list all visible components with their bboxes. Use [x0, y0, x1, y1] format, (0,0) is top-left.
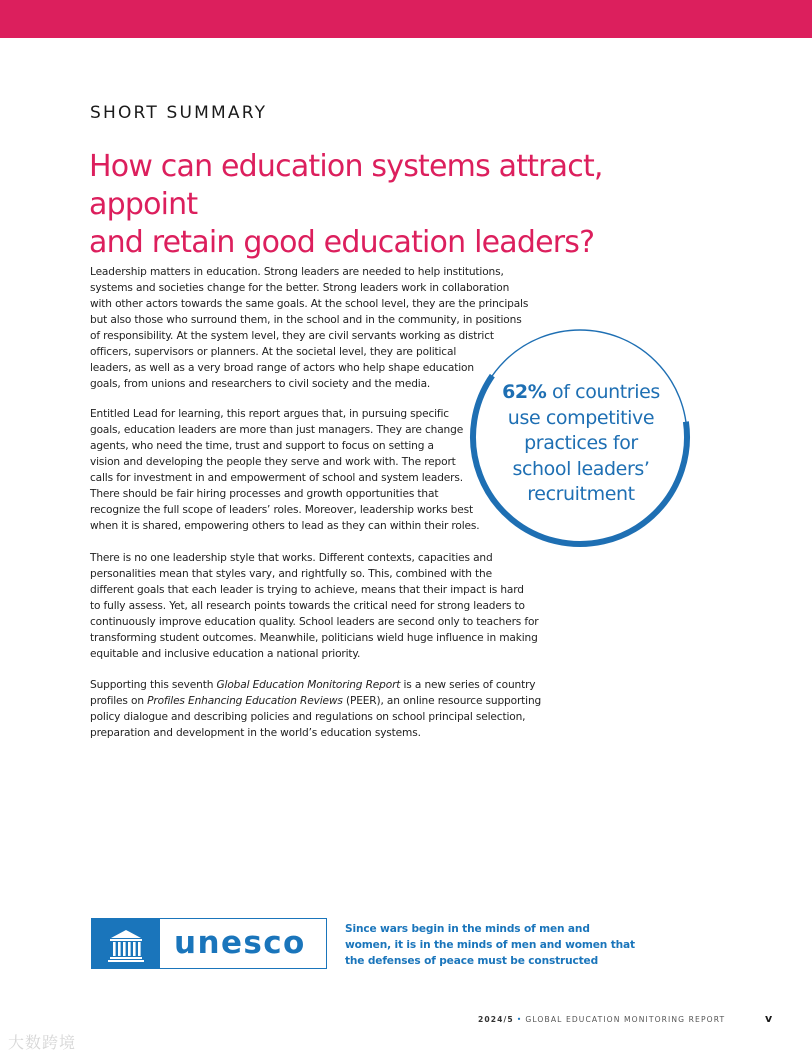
peer-title-italic: Profiles Enhancing Education Reviews	[147, 695, 343, 707]
text-line: goals, from unions and researchers to civil society and the media.	[90, 378, 431, 390]
paragraph-1	[90, 264, 528, 392]
temple-icon	[92, 919, 160, 968]
text-line: policy dialogue and describing policies and regulations on school principal selection,	[90, 711, 526, 723]
text-line: There should be fair hiring processes and growth opportunities that	[90, 488, 439, 500]
text-line: goals, education leaders are more than just managers. They are change	[90, 424, 464, 436]
text-line: vision and developing the people they serve and work with. The report	[90, 456, 456, 468]
motto-line: the defenses of peace must be constructed	[345, 955, 599, 967]
unesco-motto	[345, 921, 635, 969]
text-line: There is no one leadership style that works. Different contexts, capacities and	[90, 552, 493, 564]
callout-line: school leaders’	[512, 457, 650, 480]
text-line: with other actors towards the same goals. At the school level, they are the principals	[90, 298, 529, 310]
callout-line-1: 62% of countries	[502, 381, 660, 403]
unesco-logo	[91, 918, 327, 969]
text-line: recognize the full scope of leaders’ roles. Moreover, leadership works best	[90, 504, 473, 516]
text-line: of responsibility. At the system level, they are civil servants working as district	[90, 330, 494, 342]
paragraph-4	[90, 677, 541, 741]
top-accent-bar	[0, 0, 812, 38]
bullet-separator: •	[516, 1015, 523, 1024]
text-line: leaders, as well as a very broad range of actors who help shape education	[90, 362, 474, 374]
title-line-2: and retain good education leaders?	[89, 225, 595, 260]
text-line: Entitled Lead for learning, this report argues that, in pursuing specific	[90, 408, 449, 420]
text-line: officers, supervisors or planners. At the societal level, they are political	[90, 346, 457, 358]
callout-line: use competitive	[507, 406, 655, 429]
text-line: but also those who surround them, in the school and in the community, in positions	[90, 314, 522, 326]
title-line-1: How can education systems attract, appoint	[89, 149, 603, 222]
text-line: calls for investment in and empowerment of school and system leaders.	[90, 472, 463, 484]
section-kicker: SHORT SUMMARY	[90, 103, 268, 123]
motto-line: women, it is in the minds of men and women that	[345, 939, 635, 951]
unesco-temple-emblem	[92, 919, 160, 968]
page-number: v	[765, 1012, 773, 1025]
callout-line: recruitment	[527, 483, 635, 505]
report-name: GLOBAL EDUCATION MONITORING REPORT	[525, 1015, 726, 1024]
text-line: when it is shared, empowering others to lead as they can within their roles.	[90, 520, 480, 532]
unesco-wordmark: unesco	[174, 925, 306, 961]
text-line: to fully assess. Yet, all research points towards the critical need for strong leaders to	[90, 600, 525, 612]
statistic-callout	[489, 380, 673, 508]
text-line: different goals that each leader is trying to achieve, means that their impact is hard	[90, 584, 524, 596]
paragraph-3	[90, 550, 539, 662]
text-line: profiles on Profiles Enhancing Education Reviews (PEER), an online resource supporting	[90, 695, 542, 707]
text-line: Supporting this seventh Global Education Monitoring Report is a new series of country	[90, 679, 536, 691]
page-title	[89, 148, 689, 262]
text-line: personalities mean that styles vary, and rightfully so. This, combined with the	[90, 568, 492, 580]
callout-percent: 62%	[502, 381, 547, 403]
report-title-italic: Global Education Monitoring Report	[216, 679, 401, 691]
text-line: continuously improve education quality. School leaders are second only to teachers for	[90, 616, 539, 628]
text-line: systems and societies change for the better. Strong leaders work in collaboration	[90, 282, 510, 294]
motto-line: Since wars begin in the minds of men and	[345, 923, 590, 935]
text-line: agents, who need the time, trust and support to focus on setting a	[90, 440, 434, 452]
running-footer	[478, 1015, 725, 1024]
callout-line: practices for	[524, 432, 638, 454]
paragraph-2	[90, 406, 480, 534]
text-line: transforming student outcomes. Meanwhile, politicians wield huge influence in making	[90, 632, 538, 644]
text-line: preparation and development in the world’s education systems.	[90, 727, 421, 739]
text-line: Leadership matters in education. Strong leaders are needed to help institutions,	[90, 266, 504, 278]
text-line: equitable and inclusive education a national priority.	[90, 648, 361, 660]
watermark-text: 大数跨境	[8, 1033, 77, 1052]
report-year: 2024/5	[478, 1015, 514, 1024]
